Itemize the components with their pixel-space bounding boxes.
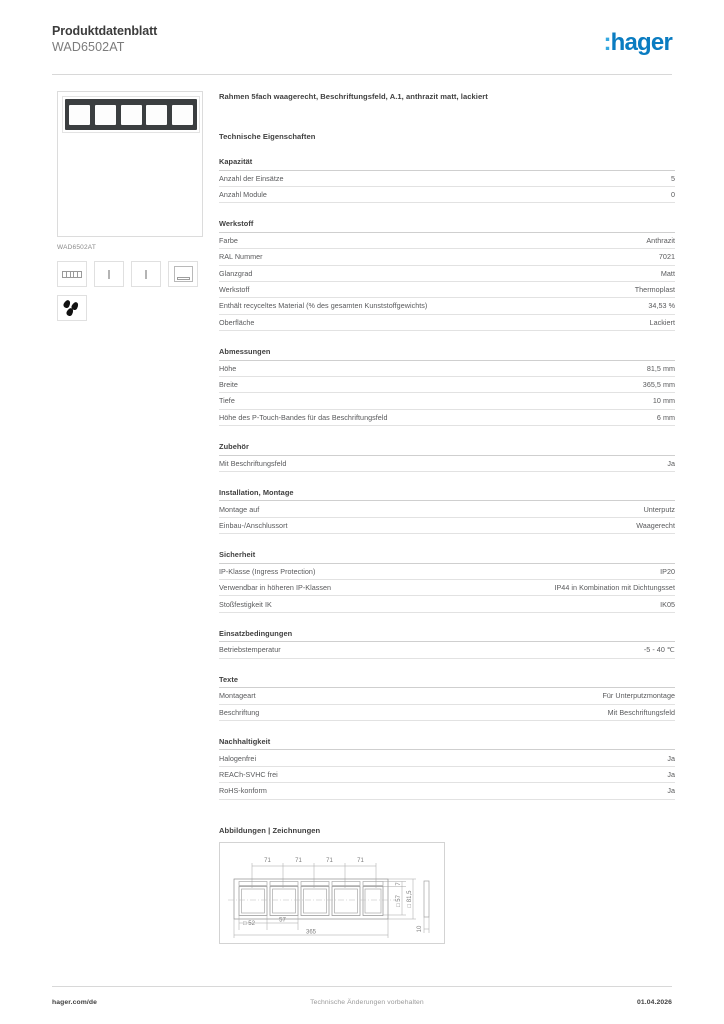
specification-key: RAL Nummer bbox=[219, 252, 263, 262]
product-description: Rahmen 5fach waagerecht, Beschriftungsfeld, A.1, anthrazit matt, lackiert bbox=[219, 92, 488, 101]
specification-key: Farbe bbox=[219, 235, 238, 245]
specification-row bbox=[219, 315, 675, 331]
specification-group-title: Nachhaltigkeit bbox=[219, 737, 675, 751]
specification-value: 5 bbox=[670, 173, 675, 183]
specification-row bbox=[219, 580, 675, 596]
specification-row bbox=[219, 783, 675, 799]
technical-drawing-svg bbox=[220, 843, 446, 945]
specification-row bbox=[219, 282, 675, 298]
specification-key: Tiefe bbox=[219, 396, 235, 406]
specification-group bbox=[219, 737, 675, 800]
specification-value: Anthrazit bbox=[646, 235, 675, 245]
specification-group bbox=[219, 219, 675, 331]
specification-group-title: Werkstoff bbox=[219, 219, 675, 233]
specification-row bbox=[219, 298, 675, 314]
specification-row bbox=[219, 361, 675, 377]
dim-pitch-2: 71 bbox=[295, 857, 302, 864]
specification-row bbox=[219, 688, 675, 704]
specification-group-title: Installation, Montage bbox=[219, 488, 675, 502]
header-divider bbox=[52, 74, 672, 75]
dim-pitch-3: 71 bbox=[326, 857, 333, 864]
page-subtitle: WAD6502AT bbox=[52, 40, 125, 54]
dim-total-height: □ 81,5 bbox=[407, 890, 413, 907]
specification-key: Halogenfrei bbox=[219, 753, 257, 763]
specification-key: IP-Klasse (Ingress Protection) bbox=[219, 566, 316, 576]
product-media-column bbox=[57, 91, 203, 321]
technical-properties-heading: Technische Eigenschaften bbox=[219, 132, 316, 141]
specification-group bbox=[219, 675, 675, 721]
dim-inner-width: 57 bbox=[279, 917, 286, 923]
specification-value: 7021 bbox=[658, 252, 675, 262]
specification-key: Anzahl der Einsätze bbox=[219, 173, 284, 183]
frame-cell bbox=[146, 105, 167, 125]
specification-row bbox=[219, 767, 675, 783]
dim-pitch-4: 71 bbox=[357, 857, 364, 864]
specification-key: Enthält recyceltes Material (% des gesamten Kunststoffgewichts) bbox=[219, 301, 428, 311]
specification-value: 10 mm bbox=[652, 396, 675, 406]
specification-group-title: Einsatzbedingungen bbox=[219, 629, 675, 643]
footer-disclaimer: Technische Änderungen vorbehalten bbox=[310, 998, 424, 1006]
specification-value: Ja bbox=[667, 786, 675, 796]
specification-row bbox=[219, 393, 675, 409]
specification-row bbox=[219, 233, 675, 249]
specification-key: Oberfläche bbox=[219, 317, 255, 327]
specification-value: IK05 bbox=[660, 599, 675, 609]
specification-value: IP44 in Kombination mit Dichtungsset bbox=[554, 583, 675, 593]
specification-key: Werkstoff bbox=[219, 285, 250, 295]
specification-key: Montage auf bbox=[219, 504, 260, 514]
specification-value: Thermoplast bbox=[634, 285, 675, 295]
specification-row bbox=[219, 705, 675, 721]
specifications-column bbox=[219, 91, 675, 944]
specification-row bbox=[219, 249, 675, 265]
dim-depth: 10 bbox=[417, 925, 423, 932]
specification-value: 81,5 mm bbox=[646, 363, 675, 373]
product-image bbox=[57, 91, 203, 237]
specification-key: Stoßfestigkeit IK bbox=[219, 599, 272, 609]
specification-group-title: Sicherheit bbox=[219, 550, 675, 564]
specification-key: Einbau-/Anschlussort bbox=[219, 520, 288, 530]
specification-key: REACh-SVHC frei bbox=[219, 769, 278, 779]
water-drops-icon bbox=[57, 295, 87, 321]
frame-cell bbox=[69, 105, 90, 125]
drawings-section bbox=[219, 826, 675, 944]
footer-date: 01.04.2026 bbox=[636, 998, 672, 1006]
specification-value: 0 bbox=[670, 190, 675, 200]
page-header bbox=[52, 24, 672, 70]
specification-group bbox=[219, 157, 675, 203]
frame-cell bbox=[172, 105, 193, 125]
page-footer bbox=[52, 995, 672, 1009]
logo-colon-icon: : bbox=[603, 29, 611, 56]
specification-row bbox=[219, 187, 675, 203]
labelling-field-icon bbox=[168, 261, 198, 287]
specification-value: IP20 bbox=[660, 566, 675, 576]
specification-value: 365,5 mm bbox=[642, 380, 675, 390]
specification-key: Beschriftung bbox=[219, 707, 260, 717]
specification-value: Ja bbox=[667, 769, 675, 779]
hager-logo bbox=[603, 30, 672, 56]
specification-value: Für Unterputzmontage bbox=[602, 691, 675, 701]
drawings-heading: Abbildungen | Zeichnungen bbox=[219, 825, 321, 835]
specification-key: Breite bbox=[219, 380, 238, 390]
specification-group-title: Texte bbox=[219, 675, 675, 689]
page-title: Produktdatenblatt bbox=[52, 24, 158, 38]
specification-value: Waagerecht bbox=[636, 520, 675, 530]
specification-key: Mit Beschriftungsfeld bbox=[219, 458, 287, 468]
specification-group bbox=[219, 442, 675, 472]
specification-row bbox=[219, 642, 675, 658]
footer-website[interactable]: hager.com/de bbox=[52, 998, 98, 1006]
frame-cell bbox=[95, 105, 116, 125]
specification-group-title: Zubehör bbox=[219, 442, 675, 456]
specification-value: 6 mm bbox=[656, 412, 675, 422]
specification-value: Ja bbox=[667, 458, 675, 468]
specification-value: 34,53 % bbox=[648, 301, 675, 311]
specification-row bbox=[219, 266, 675, 282]
specification-value: -5 - 40 ℃ bbox=[643, 645, 675, 655]
specification-row bbox=[219, 501, 675, 517]
frame-cell bbox=[121, 105, 142, 125]
specification-key: Höhe bbox=[219, 363, 237, 373]
specification-groups bbox=[219, 157, 675, 800]
specification-row bbox=[219, 456, 675, 472]
specification-value: Mit Beschriftungsfeld bbox=[607, 707, 675, 717]
dimension-tick-icon bbox=[94, 261, 124, 287]
specification-row bbox=[219, 518, 675, 534]
modules-icon bbox=[57, 261, 87, 287]
specification-key: Verwendbar in höheren IP-Klassen bbox=[219, 583, 332, 593]
specification-value: Matt bbox=[660, 268, 675, 278]
dim-cutout-width: □ 52 bbox=[243, 920, 255, 927]
specification-row bbox=[219, 564, 675, 580]
specification-key: Anzahl Module bbox=[219, 190, 267, 200]
logo-wordmark: hager bbox=[610, 29, 672, 56]
technical-drawing bbox=[219, 842, 445, 944]
dim-cutout-height: □ 57 bbox=[396, 894, 402, 907]
specification-key: Glanzgrad bbox=[219, 268, 253, 278]
product-frame-illustration bbox=[62, 96, 200, 133]
specification-group bbox=[219, 488, 675, 534]
dim-pitch-1: 71 bbox=[264, 857, 271, 864]
specification-key: Betriebstemperatur bbox=[219, 645, 281, 655]
product-attribute-icons bbox=[57, 261, 207, 287]
specification-group-title: Kapazität bbox=[219, 157, 675, 171]
product-image-caption: WAD6502AT bbox=[57, 244, 97, 251]
specification-row bbox=[219, 750, 675, 766]
frame-body bbox=[65, 99, 197, 130]
specification-group-title: Abmessungen bbox=[219, 347, 675, 361]
specification-key: Höhe des P-Touch-Bandes für das Beschriftungsfeld bbox=[219, 412, 388, 422]
specification-key: Montageart bbox=[219, 691, 256, 701]
specification-value: Ja bbox=[667, 753, 675, 763]
specification-group bbox=[219, 550, 675, 613]
dimension-tick-icon-2 bbox=[131, 261, 161, 287]
specification-group bbox=[219, 347, 675, 426]
specification-row bbox=[219, 171, 675, 187]
specification-group bbox=[219, 629, 675, 659]
product-attribute-icons-row2 bbox=[57, 295, 203, 321]
specification-key: RoHS-konform bbox=[219, 786, 267, 796]
dim-total-width: 365 bbox=[305, 929, 317, 935]
footer-divider bbox=[52, 986, 672, 987]
specification-row bbox=[219, 410, 675, 426]
specification-row bbox=[219, 377, 675, 393]
dim-band-height: 7 bbox=[396, 881, 402, 886]
specification-value: Unterputz bbox=[643, 504, 675, 514]
specification-value: Lackiert bbox=[649, 317, 675, 327]
specification-row bbox=[219, 596, 675, 612]
